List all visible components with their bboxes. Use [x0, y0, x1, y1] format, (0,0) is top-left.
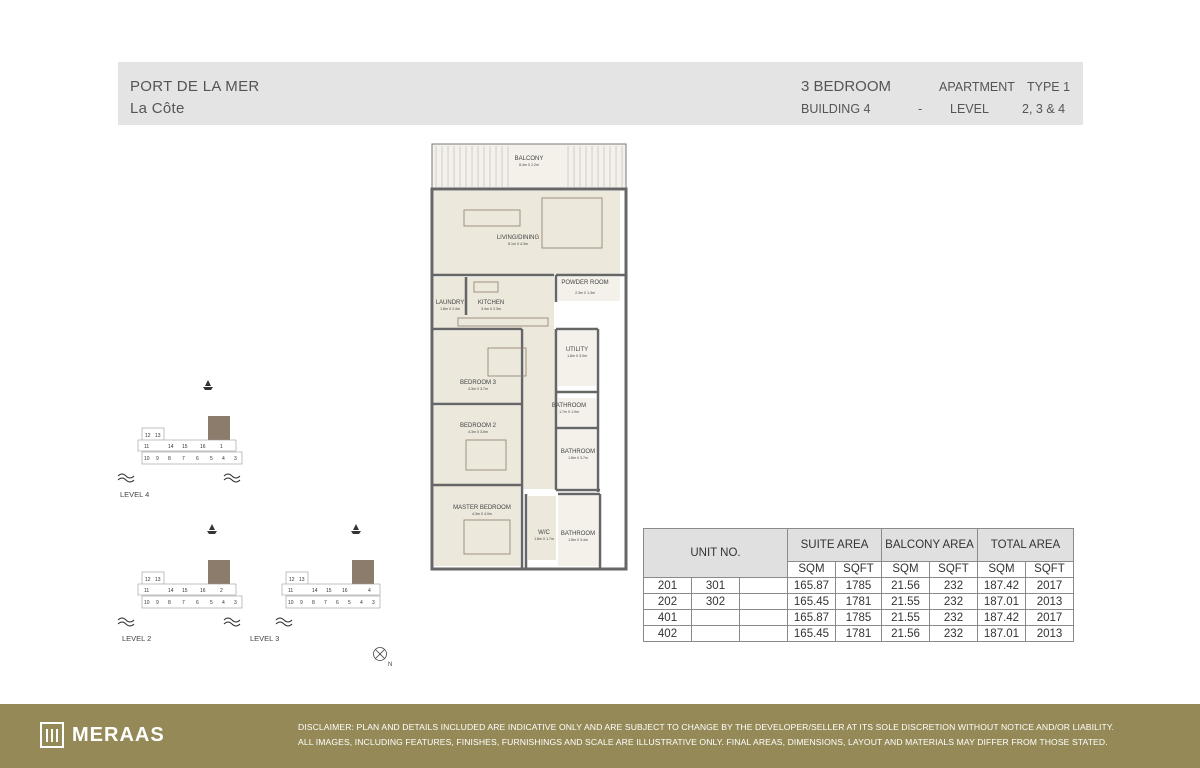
table-cell	[692, 626, 740, 642]
kp4-bot-3: 7	[182, 456, 185, 462]
meraas-logo-icon	[40, 722, 64, 748]
kp2-bot-0: 10	[144, 600, 150, 606]
room-wc-dims: 1.8m X 1.7m	[534, 537, 554, 541]
room-balcony-dims: 8.4m X 2.2m	[519, 163, 539, 167]
subhead-total-sqm: SQM	[978, 561, 1026, 577]
table-cell: 232	[930, 626, 978, 642]
floor-plan	[428, 140, 638, 572]
table-cell: 232	[930, 578, 978, 594]
north-arrow-icon	[372, 645, 398, 669]
kp3-bot-4: 6	[336, 600, 339, 606]
kp3-bot-5: 5	[348, 600, 351, 606]
kp3-bot-7: 3	[372, 600, 375, 606]
building-label: BUILDING 4	[801, 102, 871, 116]
kp4-bot-4: 6	[196, 456, 199, 462]
table-cell: 1785	[836, 578, 882, 594]
suite-area-header: SUITE AREA	[788, 529, 882, 562]
table-cell: 402	[644, 626, 692, 642]
table-cell: 2013	[1026, 626, 1074, 642]
room-bedroom3-dims: 4.3m X 3.7m	[468, 387, 488, 391]
kp3-top-1: 13	[299, 577, 305, 583]
table-cell: 302	[692, 594, 740, 610]
project-name: PORT DE LA MER	[130, 78, 260, 95]
logo-text: MERAAS	[72, 723, 165, 746]
kp3-mid-4: 4	[368, 588, 371, 594]
kp3-bot-1: 9	[300, 600, 303, 606]
kp4-mid-3: 16	[200, 444, 206, 450]
table-cell: 301	[692, 578, 740, 594]
kp3-label: LEVEL 3	[250, 634, 280, 643]
total-area-header: TOTAL AREA	[978, 529, 1074, 562]
kp3-top-0: 12	[289, 577, 295, 583]
north-label: N	[388, 662, 393, 668]
kp2-mid-3: 16	[200, 588, 206, 594]
table-cell	[740, 626, 788, 642]
area-table	[643, 528, 1074, 642]
kp2-mid-2: 15	[182, 588, 188, 594]
room-laundry-name: LAUNDRY	[435, 300, 465, 306]
table-row	[644, 626, 1074, 642]
table-cell: 187.01	[978, 594, 1026, 610]
apartment-label: APARTMENT	[939, 80, 1015, 94]
kp2-bot-5: 5	[210, 600, 213, 606]
room-utility-name: UTILITY	[565, 347, 589, 353]
type-label: TYPE 1	[1027, 80, 1071, 94]
kp2-bot-1: 9	[156, 600, 159, 606]
key-plan-level-2	[112, 524, 252, 646]
room-kitchen-dims: 3.4m X 2.3m	[481, 307, 501, 311]
footer-bar	[0, 704, 1200, 768]
kp2-bot-4: 6	[196, 600, 199, 606]
table-cell: 21.55	[882, 594, 930, 610]
room-bathroom2-dims: 1.8m X 3.7m	[568, 456, 588, 460]
table-cell: 202	[644, 594, 692, 610]
room-bedroom3-name: BEDROOM 3	[459, 380, 497, 386]
disclaimer	[298, 720, 1178, 750]
unit-no-header: UNIT NO.	[644, 529, 788, 578]
kp3-bot-3: 7	[324, 600, 327, 606]
subhead-balcony-sqm: SQM	[882, 561, 930, 577]
room-master-dims: 4.3m X 4.0m	[472, 512, 492, 516]
room-bathroom2-name: BATHROOM	[560, 449, 596, 455]
kp2-bot-6: 4	[222, 600, 225, 606]
subhead-suite-sqm: SQM	[788, 561, 836, 577]
table-cell: 2013	[1026, 594, 1074, 610]
kp3-mid-3: 16	[342, 588, 348, 594]
bedroom-count: 3 BEDROOM	[801, 78, 892, 95]
table-row	[644, 594, 1074, 610]
table-cell: 187.42	[978, 610, 1026, 626]
table-cell: 232	[930, 594, 978, 610]
room-powder-dims: 2.3m X 1.3m	[575, 291, 595, 295]
room-wc-name: W/C	[538, 530, 550, 536]
disclaimer-line-1: DISCLAIMER: PLAN AND DETAILS INCLUDED ARE INDICATIVE ONLY AND ARE SUBJECT TO CHANGE BY THE DEVELOPER/SELLER AT ITS SOLE DISCRETION WITHOUT NOTICE AND/OR LIABILITY.	[298, 722, 1115, 732]
subhead-suite-sqft: SQFT	[836, 561, 882, 577]
kp3-bot-6: 4	[360, 600, 363, 606]
table-cell: 2017	[1026, 610, 1074, 626]
room-powder-name: POWDER ROOM	[561, 280, 609, 286]
kp4-mid-0: 11	[144, 444, 150, 450]
kp3-bot-0: 10	[288, 600, 294, 606]
table-row	[644, 578, 1074, 594]
table-cell	[740, 578, 788, 594]
room-kitchen-name: KITCHEN	[477, 300, 505, 306]
table-row	[644, 610, 1074, 626]
kp2-bot-2: 8	[168, 600, 171, 606]
table-cell: 165.45	[788, 594, 836, 610]
room-laundry-dims: 1.8m X 2.4m	[440, 307, 460, 311]
room-utility-dims: 1.8m X 3.0m	[567, 354, 587, 358]
kp4-mid-2: 15	[182, 444, 188, 450]
kp4-top-0: 12	[145, 433, 151, 439]
kp4-bot-1: 9	[156, 456, 159, 462]
room-bathroom1-name: BATHROOM	[551, 403, 587, 409]
table-cell: 165.87	[788, 610, 836, 626]
disclaimer-line-2: ALL IMAGES, INCLUDING FEATURES, FINISHES, FURNISHINGS AND SCALE ARE ILLUSTRATIVE ONLY. FINAL AREAS, DIMENSIONS, LAYOUT AND MATERIALS MAY DIFFER FROM THOSE STATED.	[298, 737, 1108, 747]
table-cell: 187.42	[978, 578, 1026, 594]
kp3-mid-2: 15	[326, 588, 332, 594]
kp3-mid-1: 14	[312, 588, 318, 594]
room-master-name: MASTER BEDROOM	[453, 505, 511, 511]
room-bedroom2-dims: 4.3m X 3.6m	[468, 430, 488, 434]
table-cell	[740, 610, 788, 626]
table-cell: 1781	[836, 626, 882, 642]
table-cell: 187.01	[978, 626, 1026, 642]
table-cell: 1781	[836, 594, 882, 610]
table-cell	[692, 610, 740, 626]
kp4-label: LEVEL 4	[120, 490, 150, 499]
table-cell: 165.45	[788, 626, 836, 642]
kp2-mid-1: 14	[168, 588, 174, 594]
table-cell: 1785	[836, 610, 882, 626]
table-cell: 201	[644, 578, 692, 594]
table-cell: 21.56	[882, 578, 930, 594]
subproject-name: La Côte	[130, 100, 185, 117]
kp2-top-1: 13	[155, 577, 161, 583]
kp4-mid-1: 14	[168, 444, 174, 450]
kp4-bot-2: 8	[168, 456, 171, 462]
table-cell: 165.87	[788, 578, 836, 594]
meraas-logo	[40, 722, 165, 748]
room-living-name: LIVING/DINING	[496, 235, 540, 241]
header-dash: -	[918, 102, 923, 116]
header-bar	[118, 62, 1083, 125]
kp4-bot-6: 4	[222, 456, 225, 462]
key-plan-level-4	[112, 380, 252, 502]
level-values: 2, 3 & 4	[1022, 102, 1066, 116]
table-cell: 232	[930, 610, 978, 626]
subhead-balcony-sqft: SQFT	[930, 561, 978, 577]
room-bedroom2-name: BEDROOM 2	[459, 423, 497, 429]
balcony-area-header: BALCONY AREA	[882, 529, 978, 562]
table-cell: 401	[644, 610, 692, 626]
room-bathroom3-dims: 1.8m X 3.4m	[568, 538, 588, 542]
kp2-bot-7: 3	[234, 600, 237, 606]
kp4-bot-0: 10	[144, 456, 150, 462]
kp4-mid-4: 1	[220, 444, 223, 450]
kp4-bot-7: 3	[234, 456, 237, 462]
table-cell: 21.56	[882, 626, 930, 642]
kp3-bot-2: 8	[312, 600, 315, 606]
table-cell: 2017	[1026, 578, 1074, 594]
table-cell	[740, 594, 788, 610]
level-label: LEVEL	[950, 102, 989, 116]
kp2-top-0: 12	[145, 577, 151, 583]
room-bathroom3-name: BATHROOM	[560, 531, 596, 537]
room-bathroom1-dims: 1.7m X 1.9m	[559, 410, 579, 414]
room-living-dims: 8.1m X 4.3m	[508, 242, 528, 246]
kp2-bot-3: 7	[182, 600, 185, 606]
kp3-mid-0: 11	[288, 588, 294, 594]
kp2-mid-4: 2	[220, 588, 223, 594]
kp4-bot-5: 5	[210, 456, 213, 462]
kp2-mid-0: 11	[144, 588, 150, 594]
room-balcony-name: BALCONY	[514, 156, 544, 162]
kp4-top-1: 13	[155, 433, 161, 439]
kp2-label: LEVEL 2	[122, 634, 152, 643]
subhead-total-sqft: SQFT	[1026, 561, 1074, 577]
key-plan-level-3	[242, 524, 382, 646]
table-cell: 21.55	[882, 610, 930, 626]
